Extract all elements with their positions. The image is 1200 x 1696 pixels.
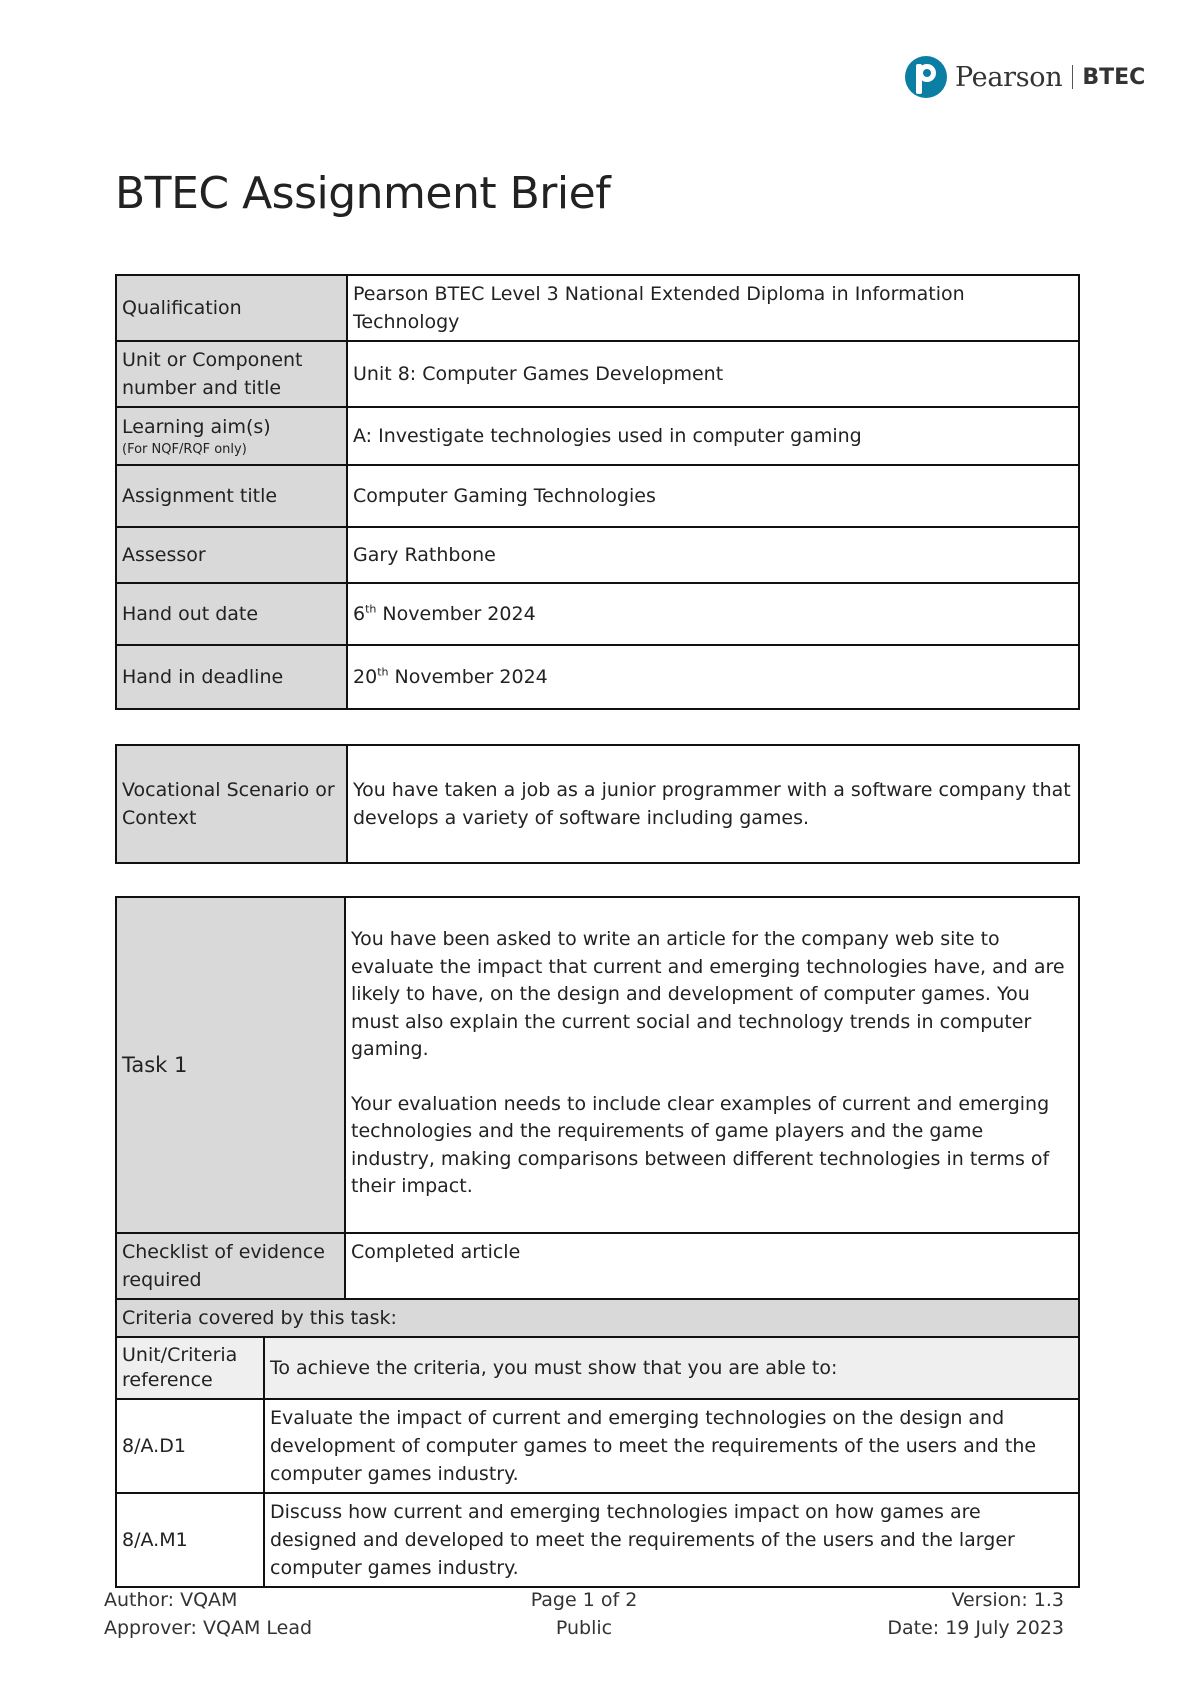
hand-out-day-suffix: th	[365, 602, 377, 616]
hand-in-month-year: November 2024	[388, 666, 548, 688]
qualification-label: Qualification	[116, 275, 347, 341]
logo-divider	[1072, 65, 1073, 89]
task-label: Task 1	[116, 897, 345, 1233]
task-paragraph: Your evaluation needs to include clear examples of current and emerging technologies and the requirements of game players and the game industry, making comparisons between different technologies in terms of their impact.	[351, 1092, 1050, 1197]
hand-in-deadline-label: Hand in deadline	[116, 645, 347, 709]
scenario-label: Vocational Scenario or Context	[116, 745, 347, 863]
pearson-logo-icon	[905, 56, 947, 98]
footer-right	[887, 1586, 1064, 1642]
table-row	[116, 745, 1079, 863]
learning-aim-label: Learning aim(s)	[122, 416, 271, 438]
table-row	[116, 275, 1079, 341]
footer-center	[504, 1586, 664, 1642]
criteria-ref: 8/A.M1	[116, 1493, 264, 1587]
table-row	[116, 897, 1079, 1233]
footer-author: Author: VQAM	[104, 1589, 238, 1611]
assignment-title-label: Assignment title	[116, 465, 347, 527]
footer-classification: Public	[555, 1617, 613, 1639]
checklist-label: Checklist of evidence required	[116, 1233, 345, 1299]
table-row	[116, 1337, 1079, 1399]
footer-left	[104, 1586, 312, 1642]
table-row	[116, 645, 1079, 709]
learning-aim-value: A: Investigate technologies used in computer gaming	[347, 407, 1079, 465]
pearson-btec-logo	[905, 54, 1145, 100]
learning-aim-note: (For NQF/RQF only)	[122, 442, 247, 457]
scenario-text: You have taken a job as a junior programmer with a software company that develops a variety of software including games.	[347, 745, 1079, 863]
task-paragraph: You have been asked to write an article for the company web site to evaluate the impact that current and emerging technologies have, and are likely to have, on the design and development of computer games. You must also explain the current social and technology trends in computer gaming.	[351, 928, 1065, 1060]
table-row	[116, 407, 1079, 465]
scenario-table	[115, 744, 1080, 864]
hand-out-month-year: November 2024	[376, 603, 536, 625]
unit-value: Unit 8: Computer Games Development	[347, 341, 1079, 407]
criteria-achieve-header: To achieve the criteria, you must show that you are able to:	[264, 1337, 1079, 1399]
criteria-heading: Criteria covered by this task:	[116, 1299, 1079, 1337]
table-row	[116, 527, 1079, 583]
logo-text: Pearson	[955, 61, 1063, 93]
criteria-text: Evaluate the impact of current and emerging technologies on the design and development of computer games to meet the requirements of the users and the computer games industry.	[264, 1399, 1079, 1493]
table-row	[116, 1299, 1079, 1337]
hand-in-day-suffix: th	[377, 665, 389, 679]
task-description	[345, 897, 1079, 1233]
table-row	[116, 465, 1079, 527]
hand-out-date-value	[347, 583, 1079, 645]
page-title: BTEC Assignment Brief	[115, 168, 611, 219]
assessor-value: Gary Rathbone	[347, 527, 1079, 583]
hand-in-deadline-value	[347, 645, 1079, 709]
table-row	[116, 583, 1079, 645]
hand-in-day: 20	[353, 666, 378, 688]
assessor-label: Assessor	[116, 527, 347, 583]
unit-label: Unit or Component number and title	[116, 341, 347, 407]
table-row	[116, 1233, 1079, 1299]
footer-version: Version: 1.3	[951, 1589, 1064, 1611]
hand-out-day: 6	[353, 603, 366, 625]
checklist-value: Completed article	[345, 1233, 1079, 1299]
footer-date: Date: 19 July 2023	[887, 1617, 1064, 1639]
footer-approver: Approver: VQAM Lead	[104, 1617, 313, 1639]
assignment-title-value: Computer Gaming Technologies	[347, 465, 1079, 527]
qualification-value: Pearson BTEC Level 3 National Extended Diploma in Information Technology	[347, 275, 1079, 341]
table-row	[116, 341, 1079, 407]
details-table	[115, 274, 1080, 710]
criteria-ref: 8/A.D1	[116, 1399, 264, 1493]
task-table	[115, 896, 1080, 1588]
logo-brand: BTEC	[1082, 64, 1146, 90]
table-row	[116, 1399, 1079, 1493]
criteria-text: Discuss how current and emerging technologies impact on how games are designed and developed to meet the requirements of the users and the larger computer games industry.	[264, 1493, 1079, 1587]
footer-page-number: Page 1 of 2	[530, 1589, 638, 1611]
table-row	[116, 1493, 1079, 1587]
hand-out-date-label: Hand out date	[116, 583, 347, 645]
criteria-ref-header: Unit/Criteria reference	[116, 1337, 264, 1399]
learning-aim-label-cell	[116, 407, 347, 465]
